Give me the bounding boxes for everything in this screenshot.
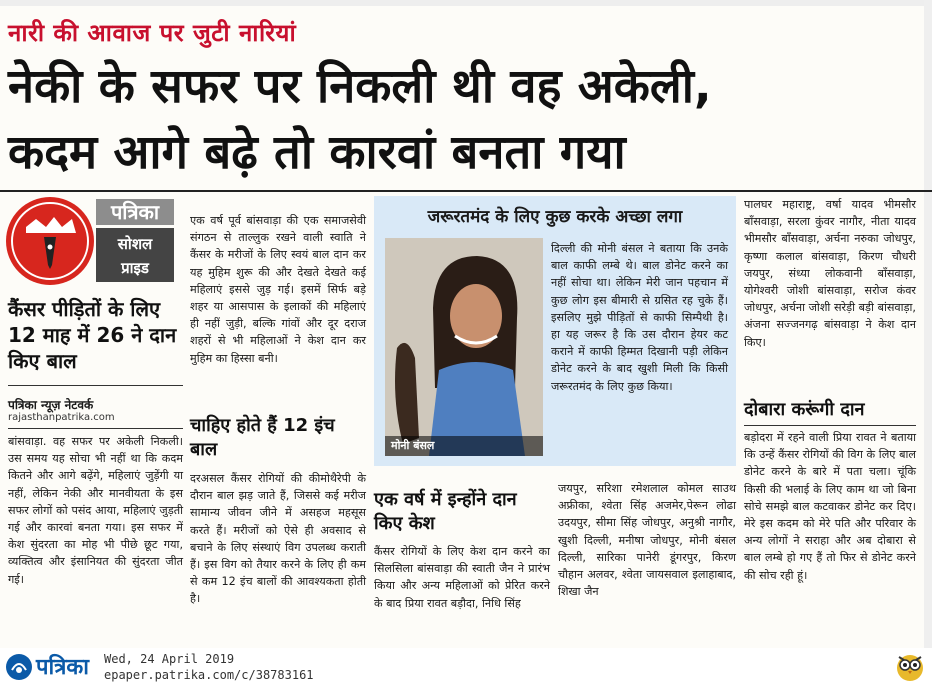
- col5-body-2: बड़ोदरा में रहने वाली प्रिया रावत ने बताया कि उन्हें कैंसर रोगियों की विग के लिए बाल डोनेट करने के बारे में पता चला। चूंकि किसी की भलाई के लिए काम था जो बिना सोचे समझे बाल कटवाकर डोनेट कर दिए। मेरे इस कदम को मेरे पति और परिवार के अन्य लोगों ने सराहा और अब दोबारा से बाल लम्बे हो गए हैं तो फिर से डोनेट करने की सोच रही हूं।: [744, 431, 916, 582]
- headline-line-1: नेकी के सफर पर निकली थी वह अकेली,: [8, 59, 712, 114]
- col2-body: एक वर्ष पूर्व बांसवाड़ा की एक समाजसेवी संगठन से ताल्लुक रखने वाली स्वाति ने कैंसर के मरीजों के लिए स्वयं बाल दान कर यह मुहिम शुरू की और देखते देखते कई महिलाएं इससे जुड़ गई। इसमें सिर्फ बड़े शहर या आसपास के इलाकों की महिलाएं ही नहीं जुड़ी, बल्कि गांवों और दूर दराज शहरों से भी महिलाओं ने केश दान कर मुहिम का हिस्सा बनी।: [190, 214, 366, 365]
- section-label-line-2: प्राइड: [121, 259, 149, 277]
- byline: पत्रिका न्यूज़ नेटवर्क: [8, 398, 94, 412]
- footer-url[interactable]: epaper.patrika.com/c/38783161: [104, 668, 314, 682]
- section-label-line-1: सोशल: [117, 235, 153, 253]
- section-label: [96, 228, 174, 282]
- top-edge-strip: [0, 0, 932, 6]
- quote-title: जरूरतमंद के लिए कुछ करके अच्छा लगा: [427, 207, 683, 227]
- byline-divider: [8, 428, 183, 429]
- byline-url: rajasthanpatrika.com: [8, 412, 115, 423]
- col4-body: जयपुर, सरिशा रमेशलाल कोमल साउथ अफ्रीका, श्वेता सिंह अजमेर,पेरून लोढा उदयपुर, सीमा सिंह जोधपुर, अनुश्री नागौर, खुशी दिल्ली, मनीषा जोधपुर, मोनी बंसल दिल्ली, सारिका पानेरी डूंगरपुर, किरण चौहान अलवर, श्वेता जायसवाल इलाहाबाद, शिखा जैन: [558, 482, 736, 599]
- portrait-photo: [385, 238, 543, 456]
- side-headline: कैंसर पीड़ितों के लिए 12 माह में 26 ने दान किए बाल: [8, 297, 177, 373]
- col3-body: कैंसर रोगियों के लिए केश दान करने का सिलसिला बांसवाड़ा की स्वाती जैन ने प्रारंभ किया और अन्य महिलाओं को प्रेरित करने के बाद प्रिया रावत बड़ौदा, निधि सिंह: [374, 545, 550, 610]
- brand-label: पत्रिका: [96, 199, 174, 225]
- col2-body-2: दरअसल कैंसर रोगियों की कीमोथैरेपी के दौरान बाल झड़ जाते हैं, जिससे कई मरीज सामान्य जीवन जीने में असहज महसूस करते हैं। मरीजों को ऐसे ही अवसाद से बचाने के लिए संस्थाएं विग उपलब्ध कराती हैं। इस विग को तैयार करने के लिए ही कम से कम 12 इंच बालों की आवश्यकता होती है।: [190, 472, 366, 606]
- col5-divider: [744, 425, 916, 426]
- patrika-logo-icon: [6, 654, 32, 680]
- col5-body: पालघर महाराष्ट्र, वर्षा यादव भीमसौर बाँसवाड़ा, सरला कुंवर नागौर, नीता यादव भीमसौर बाँसवाड़ा, अर्चना नरुका जोधपुर, कृष्णा कलाल बांसवाड़ा, किरण चौधरी जयपुर, संध्या लोकवानी बाँसवाड़ा, योगेश्वरी जोशी बांसवाड़ा, सरोज कंवर जोधपुर, अर्चना जोशी सरेड़ी बड़ी बांसवाड़ा, अंजना सज्जनगढ़ बांसवाड़ा ने केश दान किए।: [744, 198, 916, 349]
- side-divider: [8, 385, 183, 386]
- headline-divider: [0, 190, 932, 192]
- quote-body: दिल्ली की मोनी बंसल ने बताया कि उनके बाल काफी लम्बे थे। बाल डोनेट करने का नहीं सोचा था। लेकिन मेरी जान पहचान में कुछ लोग इस बीमारी से ग्रसित रह चुके हैं। इसलिए मुझे पीड़ितों से काफी सिम्पैथी है। हा यह जरूर है कि उस दौरान हेयर कट कराने में काफी हिम्मत दिखानी पड़ी लेकिन डोनेट करने के बाद खुशी मिली कि किसी जरूरतमंद के लिए कुछ किया।: [551, 242, 728, 393]
- col2-subhead: चाहिए होते हैं 12 इंच बाल: [190, 415, 335, 460]
- photo-caption: मोनी बंसल: [385, 436, 543, 456]
- col3-subhead: एक वर्ष में इन्होंने दान किए केश: [374, 489, 517, 534]
- footer-date: Wed, 24 April 2019: [104, 652, 235, 666]
- col1-body: बांसवाड़ा. वह सफर पर अकेली निकली। उस समय यह सोचा भी नहीं था कि कदम कितने और आगे बढ़ेंगे, महिलाएं जुड़ेंगी या नहीं, लेकिन नेकी और मानवीयता के इस सफर लोगों को पसंद आया, महिलाएं जुड़ती गई और कारवां बनता गया। इस सफर में केश सुंदरता का मोह भी पीछे छूट गया, व्यक्तित्व और इंसानियत की सुंदरता जीत गई।: [8, 435, 183, 586]
- right-edge-strip: [924, 0, 932, 648]
- kicker: नारी की आवाज पर जुटी नारियां: [8, 19, 297, 47]
- headline-line-2: कदम आगे बढ़े तो कारवां बनता गया: [8, 125, 626, 180]
- owl-icon[interactable]: [895, 650, 925, 682]
- footer-brand: पत्रिका: [36, 655, 89, 680]
- fountain-pen-crown-icon: [6, 197, 94, 285]
- col5-subhead: दोबारा करूंगी दान: [744, 399, 865, 420]
